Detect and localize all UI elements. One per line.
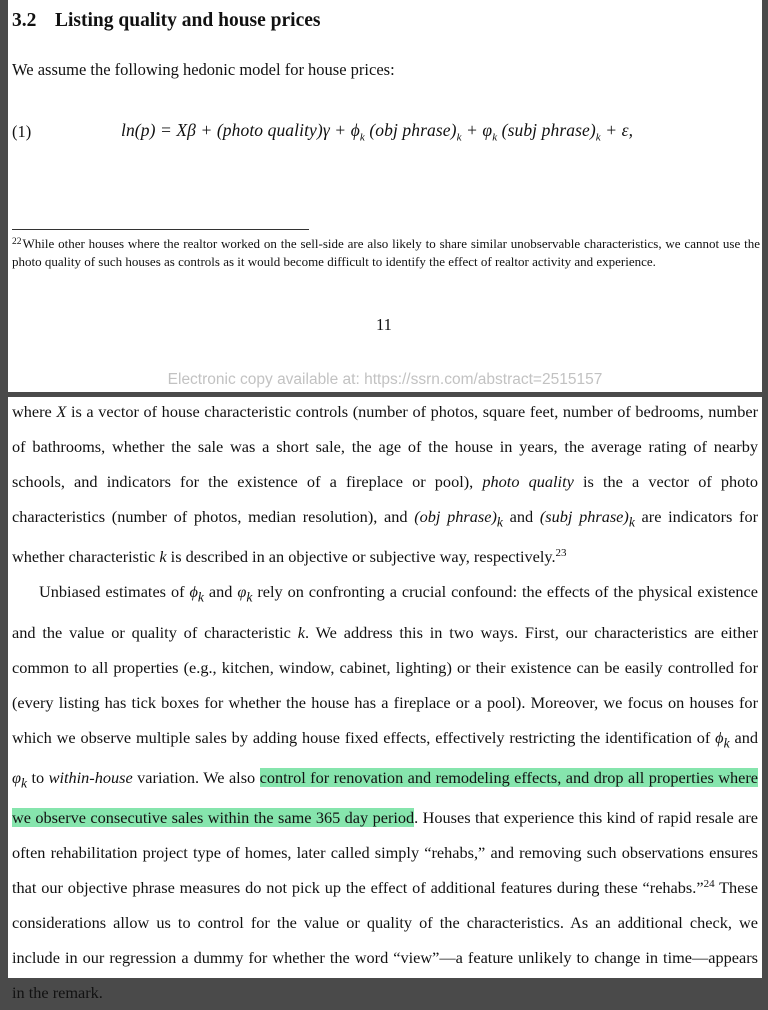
footnote-rule bbox=[12, 229, 309, 230]
section-title: Listing quality and house prices bbox=[55, 10, 321, 31]
paragraph-1: where X is a vector of house characteristic controls (number of photos, square feet, number of bedrooms, number of bathrooms, whether the sale was a short sale, the age of the house in years, the average rating of nearby schools, and indicators for the existence of a fireplace or pool), photo quality is the a vector of photo characteristics (number of photos, median resolution), and (obj $phrase)_k$ and (subj $phrase)_k$ are indicators for whether characteristic k is described in an objective or subjective way, respectively.$^{23}$ bbox=[12, 402, 759, 567]
paragraph-2: Unbiased estimates of $\phi_k$ and $\varphi_k$ rely on confronting a crucial confound: the effects of the physical existence and the value or quality of characteristic k. We address this in two ways. First, our characteristics are either common to all properties (e.g., kitchen, window, cabinet, lighting) or their existence can be easily controlled for (every listing has tick boxes for whether the house has a fireplace or a pool). Moreover, we focus on houses for which we observe multiple sales by adding house fixed effects, effectively restricting the identification of $\phi_k$ and $\varphi_k$ to within-house variation. We also control for renovation and remodeling effects, and drop all properties where we observe consecutive sales within the same 365 day period. Houses that experience this kind of rapid resale are often rehabilitation project type of homes, later called simply “rehabs,” and removing such observations ensures that our objective phrase measures do not pick up the effect of additional features during these “rehabs.”$^{24}$ These considerations allow us to control for the value or quality of the characteristics. As an additional check, we include in our regression a dummy for whether the word “view”—a feature unlikely to change in time—appears in the remark. bbox=[12, 582, 759, 1002]
page-number: 11 bbox=[376, 315, 392, 334]
equation-lhs: ln(p) = Xβ + (photo quality)γ + ϕ bbox=[121, 120, 360, 140]
footnote-ref-24: 24 bbox=[703, 878, 715, 890]
footnote-text: While other houses where the realtor worked on the sell-side are also likely to share similar unobservable characteristics, we cannot use the photo quality of such houses as controls as it would become difficult to identify the effect of realtor activity and experience. bbox=[12, 236, 760, 269]
footnote-22 bbox=[12, 233, 760, 271]
equation-number: (1) bbox=[12, 122, 32, 141]
highlighted-text[interactable]: control for renovation and remodeling effects, and drop all properties where we observe consecutive sales within the same 365 day period bbox=[12, 767, 758, 827]
pdf-page-11 bbox=[8, 0, 762, 392]
intro-sentence: We assume the following hedonic model for house prices: bbox=[12, 60, 395, 79]
footnote-marker: 22 bbox=[12, 237, 22, 247]
section-heading bbox=[12, 10, 320, 32]
body-text bbox=[12, 394, 758, 1010]
hedonic-equation: ln(p) = Xβ + (photo quality)γ + $\phi_k$ (obj $phrase)_k + \varphi_k$ (subj $phrase)_k + \varepsilon$, bbox=[121, 120, 634, 144]
equation-obj-term: (obj phrase) bbox=[364, 120, 457, 140]
equation-subj-term: (subj phrase) bbox=[497, 120, 596, 140]
equation-tail: + ε, bbox=[600, 120, 634, 140]
ssrn-notice: Electronic copy available at: https://ssrn.com/abstract=2515157 bbox=[167, 371, 603, 388]
footnote-ref-23: 23 bbox=[555, 547, 567, 560]
pdf-page-12 bbox=[8, 397, 762, 1002]
section-number: 3.2 bbox=[12, 10, 37, 31]
